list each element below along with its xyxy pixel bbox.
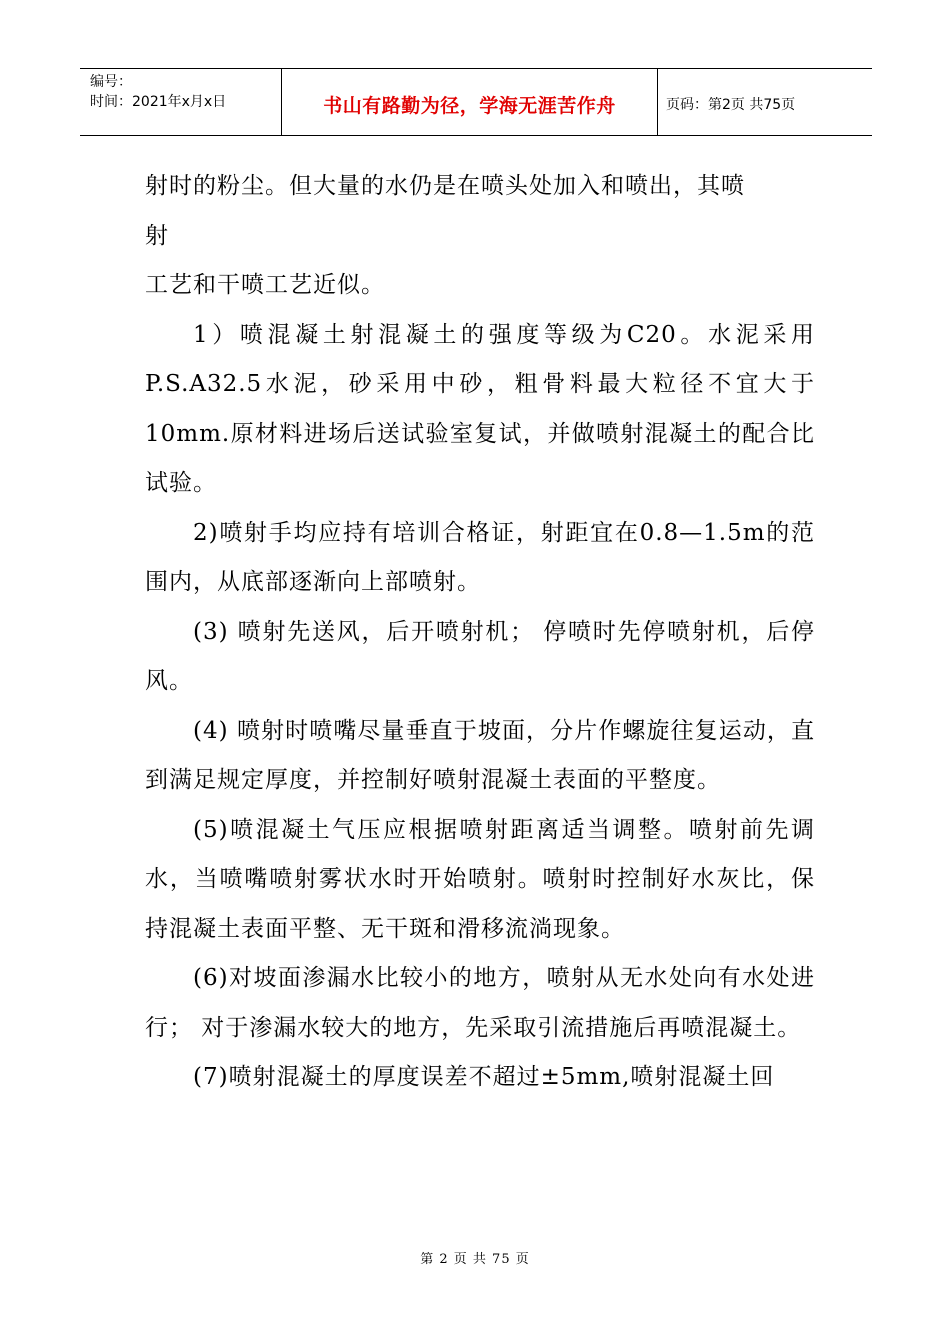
- body-text: [145, 162, 815, 1103]
- paragraph-3: (3) 喷射先送风，后开喷射机； 停喷时先停喷射机，后停风。: [145, 618, 815, 694]
- body-line: 射时的粉尘。但大量的水仍是在喷头处加入和喷出，其喷: [145, 173, 745, 199]
- body-line: 射: [145, 222, 169, 249]
- document-number-label: 编号：: [90, 74, 132, 90]
- header-meta-cell: [80, 69, 282, 135]
- page-header: [80, 68, 872, 136]
- body-line: 工艺和干喷工艺近似。: [145, 272, 385, 298]
- document-time-label: 时间：2021年x月x日: [90, 94, 227, 110]
- header-motto-cell: [282, 69, 658, 135]
- paragraph-2: 2)喷射手均应持有培训合格证，射距宜在0.8—1.5m的范围内，从底部逐渐向上部喷射。: [145, 519, 815, 595]
- header-page-cell: [658, 69, 872, 135]
- page-footer: 第 2 页 共 75 页: [420, 1252, 530, 1267]
- header-page-info: 页码：第2页 共75页: [666, 97, 796, 113]
- paragraph-4: (4) 喷射时喷嘴尽量垂直于坡面，分片作螺旋往复运动，直到满足规定厚度，并控制好喷射混凝土表面的平整度。: [145, 717, 815, 793]
- paragraph-1: 1）喷混凝土射混凝土的强度等级为C20。水泥采用P.S.A32.5水泥，砂采用中砂，粗骨料最大粒径不宜大于10mm.原材料进场后送试验室复试，并做喷射混凝土的配合比试验。: [145, 321, 815, 496]
- paragraph-5: (5)喷混凝土气压应根据喷射距离适当调整。喷射前先调水，当喷嘴喷射雾状水时开始喷射。喷射时控制好水灰比，保持混凝土表面平整、无干斑和滑移流淌现象。: [145, 816, 815, 942]
- paragraph-6: (6)对坡面渗漏水比较小的地方，喷射从无水处向有水处进行； 对于渗漏水较大的地方，先采取引流措施后再喷混凝土。: [145, 965, 815, 1041]
- header-motto: 书山有路勤为径，学海无涯苦作舟: [323, 94, 616, 117]
- paragraph-7: (7)喷射混凝土的厚度误差不超过±5mm,喷射混凝土回: [193, 1064, 775, 1090]
